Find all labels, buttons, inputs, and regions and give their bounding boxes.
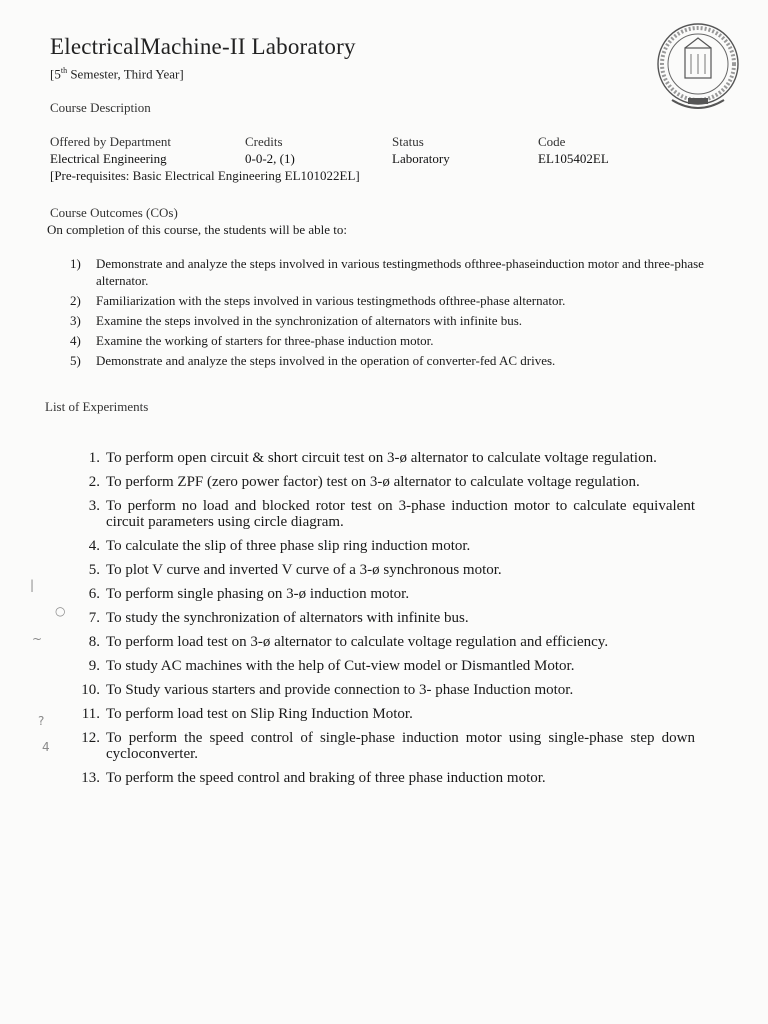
item-number: 8. <box>88 634 100 650</box>
code-label: Code <box>538 134 566 149</box>
item-text: Examine the steps involved in the synchronization of alternators with infinite bus. <box>96 313 523 328</box>
item-text: To perform the speed control and braking of three phase induction motor. <box>106 770 546 786</box>
offered-by-value: Electrical Engineering <box>50 151 167 166</box>
experiment-item <box>70 706 695 722</box>
experiments-list <box>70 450 695 794</box>
item-number: 9. <box>88 658 100 674</box>
item-text: Demonstrate and analyze the steps involved in various testingmethods ofthree-phaseinduction motor and three-phase alternator. <box>96 256 704 288</box>
item-number: 5) <box>70 353 81 368</box>
item-text: To perform single phasing on 3-ø induction motor. <box>106 586 410 602</box>
experiment-item <box>70 610 695 626</box>
pencil-mark-icon: | <box>30 578 35 592</box>
item-text: Examine the working of starters for three-phase induction motor. <box>96 333 434 348</box>
item-number: 11. <box>81 706 100 722</box>
item-text: To perform no load and blocked rotor test on 3-phase induction motor to calculate equivalent circuit parameters using circle diagram. <box>106 498 695 530</box>
course-outcome-item <box>70 352 710 369</box>
experiment-item <box>70 450 695 466</box>
course-outcome-item <box>70 292 710 309</box>
item-number: 2) <box>70 293 81 308</box>
item-number: 5. <box>88 562 100 578</box>
university-seal-icon <box>652 20 744 112</box>
credits-column <box>245 134 295 167</box>
experiment-item <box>70 682 695 698</box>
semester-prefix: [5 <box>50 66 61 82</box>
status-value: Laboratory <box>392 151 450 166</box>
course-outcomes-list <box>70 255 710 372</box>
item-text: To calculate the slip of three phase slip ring induction motor. <box>106 538 471 554</box>
item-text: To plot V curve and inverted V curve of a 3-ø synchronous motor. <box>106 562 502 578</box>
credits-label: Credits <box>245 134 283 149</box>
item-number: 1. <box>88 450 100 466</box>
experiment-item <box>70 474 695 490</box>
course-outcome-item <box>70 255 710 289</box>
item-number: 4. <box>88 538 100 554</box>
item-number: 1) <box>70 256 81 271</box>
item-number: 3) <box>70 313 81 328</box>
item-number: 2. <box>88 474 100 490</box>
course-outcome-item <box>70 312 710 329</box>
experiment-item <box>70 562 695 578</box>
experiments-label: List of Experiments <box>45 399 149 414</box>
item-number: 12. <box>81 730 100 746</box>
experiment-item <box>70 770 695 786</box>
pencil-mark-icon: ~ <box>32 632 43 646</box>
semester-superscript: th <box>60 66 68 75</box>
pencil-mark-icon: ? <box>38 714 45 728</box>
item-number: 13. <box>81 770 100 786</box>
item-text: To perform open circuit & short circuit test on 3-ø alternator to calculate voltage regulation. <box>106 450 657 466</box>
course-outcome-item <box>70 332 710 349</box>
course-outcomes-lead: On completion of this course, the students will be able to: <box>47 222 348 237</box>
status-label: Status <box>392 134 424 149</box>
page-title: ElectricalMachine-II Laboratory <box>50 34 356 59</box>
prerequisites: [Pre-requisites: Basic Electrical Engineering EL101022EL] <box>50 168 360 183</box>
item-text: Familiarization with the steps involved in various testingmethods ofthree-phase alternator. <box>96 293 566 308</box>
item-number: 4) <box>70 333 81 348</box>
semester-suffix: Semester, Third Year] <box>67 66 184 82</box>
item-number: 7. <box>88 610 100 626</box>
course-outcomes-label: Course Outcomes (COs) <box>50 205 178 220</box>
item-text: To perform ZPF (zero power factor) test on 3-ø alternator to calculate voltage regulation. <box>106 474 640 490</box>
item-text: To Study various starters and provide connection to 3- phase Induction motor. <box>106 682 574 698</box>
item-number: 10. <box>81 682 100 698</box>
item-text: To perform the speed control of single-phase induction motor using single-phase step down cycloconverter. <box>106 730 695 762</box>
pencil-circle-icon: ○ <box>55 604 66 618</box>
course-description-label: Course Description <box>50 100 151 115</box>
experiment-item <box>70 634 695 650</box>
status-column <box>392 134 450 167</box>
code-value: EL105402EL <box>538 151 609 166</box>
semester-info <box>50 66 184 82</box>
offered-by-label: Offered by Department <box>50 134 172 149</box>
item-number: 6. <box>88 586 100 602</box>
item-text: Demonstrate and analyze the steps involved in the operation of converter-fed AC drives. <box>96 353 556 368</box>
item-text: To perform load test on Slip Ring Induction Motor. <box>106 706 413 722</box>
experiment-item <box>70 658 695 674</box>
item-text: To study the synchronization of alternators with infinite bus. <box>106 610 469 626</box>
experiment-item <box>70 730 695 762</box>
item-text: To perform load test on 3-ø alternator to calculate voltage regulation and efficiency. <box>106 634 609 650</box>
experiment-item <box>70 586 695 602</box>
pencil-mark-icon: 4 <box>42 740 50 754</box>
offered-by-column <box>50 134 171 167</box>
credits-value: 0-0-2, (1) <box>245 151 295 166</box>
item-text: To study AC machines with the help of Cut-view model or Dismantled Motor. <box>106 658 575 674</box>
experiment-item <box>70 498 695 530</box>
code-column <box>538 134 609 167</box>
item-number: 3. <box>88 498 100 514</box>
experiment-item <box>70 538 695 554</box>
